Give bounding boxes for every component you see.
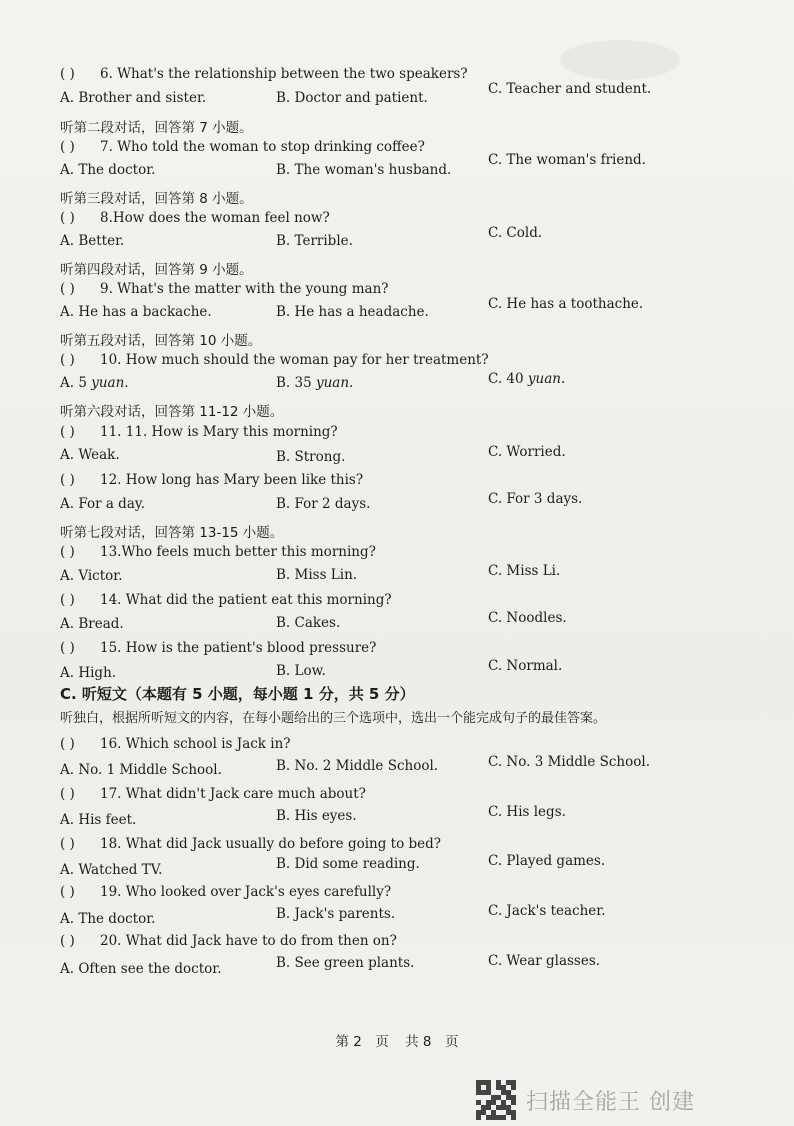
q9-option-c: C. He has a toothache. bbox=[488, 296, 644, 312]
scanner-app-name: 扫描全能王 创建 bbox=[526, 1089, 695, 1115]
q8-option-a: A. Better. bbox=[60, 233, 125, 249]
section-instruction-2: 听第二段对话，回答第 7 小题。 bbox=[60, 120, 253, 136]
q18-option-c: C. Played games. bbox=[488, 853, 606, 869]
question-16: ( ) 16. Which school is Jack in? bbox=[60, 736, 291, 752]
q16-option-b: B. No. 2 Middle School. bbox=[276, 758, 439, 774]
q20-option-b: B. See green plants. bbox=[276, 955, 415, 971]
section-instruction-3: 听第三段对话，回答第 8 小题。 bbox=[60, 191, 253, 207]
q13-option-b: B. Miss Lin. bbox=[276, 567, 358, 583]
q13-option-a: A. Victor. bbox=[60, 568, 123, 584]
q10-option-a: A. 5 yuan. bbox=[60, 375, 129, 391]
q8-option-c: C. Cold. bbox=[488, 225, 543, 241]
page-footer bbox=[0, 1030, 794, 1050]
q15-option-c: C. Normal. bbox=[488, 658, 563, 674]
q9-option-b: B. He has a headache. bbox=[276, 304, 429, 320]
page-total: 共 8 页 bbox=[405, 1034, 459, 1050]
question-9: ( ) 9. What's the matter with the young man? bbox=[60, 281, 389, 297]
question-10: ( ) 10. How much should the woman pay for her treatment? bbox=[60, 352, 489, 368]
q12-option-b: B. For 2 days. bbox=[276, 496, 371, 512]
section-c-heading: C. 听短文（本题有 5 小题，每小题 1 分，共 5 分） bbox=[60, 685, 415, 703]
q18-option-a: A. Watched TV. bbox=[60, 862, 163, 878]
qr-code-icon bbox=[476, 1080, 516, 1120]
page-number: 第 2 页 bbox=[335, 1034, 389, 1050]
question-17: ( ) 17. What didn't Jack care much about? bbox=[60, 786, 366, 802]
q14-option-a: A. Bread. bbox=[60, 616, 124, 632]
q7-option-a: A. The doctor. bbox=[60, 162, 156, 178]
q7-option-b: B. The woman's husband. bbox=[276, 162, 452, 178]
question-14: ( ) 14. What did the patient eat this morning? bbox=[60, 592, 392, 608]
q15-option-a: A. High. bbox=[60, 665, 117, 681]
q11-option-b: B. Strong. bbox=[276, 449, 346, 465]
scanner-watermark bbox=[476, 1080, 695, 1120]
question-6: ( ) 6. What's the relationship between the two speakers? bbox=[60, 66, 468, 82]
question-12: ( ) 12. How long has Mary been like this? bbox=[60, 472, 364, 488]
q20-option-c: C. Wear glasses. bbox=[488, 953, 601, 969]
q11-option-a: A. Weak. bbox=[60, 447, 120, 463]
section-instruction-7: 听第七段对话，回答第 13-15 小题。 bbox=[60, 525, 284, 541]
scan-smudge bbox=[560, 40, 680, 80]
q12-option-a: A. For a day. bbox=[60, 496, 145, 512]
question-19: ( ) 19. Who looked over Jack's eyes carefully? bbox=[60, 884, 392, 900]
section-instruction-5: 听第五段对话，回答第 10 小题。 bbox=[60, 333, 262, 349]
q6-option-a: A. Brother and sister. bbox=[60, 90, 207, 106]
q20-option-a: A. Often see the doctor. bbox=[60, 961, 222, 977]
q6-option-c: C. Teacher and student. bbox=[488, 81, 652, 97]
question-7: ( ) 7. Who told the woman to stop drinking coffee? bbox=[60, 139, 425, 155]
question-8: ( ) 8.How does the woman feel now? bbox=[60, 210, 330, 226]
q10-option-c: C. 40 yuan. bbox=[488, 371, 566, 387]
section-instruction-4: 听第四段对话，回答第 9 小题。 bbox=[60, 262, 253, 278]
q19-option-b: B. Jack's parents. bbox=[276, 906, 396, 922]
question-15: ( ) 15. How is the patient's blood pressure? bbox=[60, 640, 377, 656]
section-c-instructions: 听独白，根据所听短文的内容，在每小题给出的三个选项中，选出一个能完成句子的最佳答案。 bbox=[60, 711, 607, 726]
q12-option-c: C. For 3 days. bbox=[488, 491, 583, 507]
q7-option-c: C. The woman's friend. bbox=[488, 152, 646, 168]
q17-option-b: B. His eyes. bbox=[276, 808, 357, 824]
q9-option-a: A. He has a backache. bbox=[60, 304, 212, 320]
question-13: ( ) 13.Who feels much better this morning? bbox=[60, 544, 376, 560]
q17-option-c: C. His legs. bbox=[488, 804, 566, 820]
q18-option-b: B. Did some reading. bbox=[276, 856, 420, 872]
q11-option-c: C. Worried. bbox=[488, 444, 566, 460]
question-20: ( ) 20. What did Jack have to do from then on? bbox=[60, 933, 397, 949]
q19-option-a: A. The doctor. bbox=[60, 911, 156, 927]
q17-option-a: A. His feet. bbox=[60, 812, 137, 828]
q19-option-c: C. Jack's teacher. bbox=[488, 903, 606, 919]
q8-option-b: B. Terrible. bbox=[276, 233, 353, 249]
question-18: ( ) 18. What did Jack usually do before going to bed? bbox=[60, 836, 442, 852]
question-11: ( ) 11. 11. How is Mary this morning? bbox=[60, 424, 338, 440]
q14-option-b: B. Cakes. bbox=[276, 615, 341, 631]
q13-option-c: C. Miss Li. bbox=[488, 563, 561, 579]
q16-option-c: C. No. 3 Middle School. bbox=[488, 754, 650, 770]
q15-option-b: B. Low. bbox=[276, 663, 326, 679]
q10-option-b: B. 35 yuan. bbox=[276, 375, 354, 391]
q14-option-c: C. Noodles. bbox=[488, 610, 567, 626]
q6-option-b: B. Doctor and patient. bbox=[276, 90, 428, 106]
q16-option-a: A. No. 1 Middle School. bbox=[60, 762, 222, 778]
section-instruction-6: 听第六段对话，回答第 11-12 小题。 bbox=[60, 404, 284, 420]
